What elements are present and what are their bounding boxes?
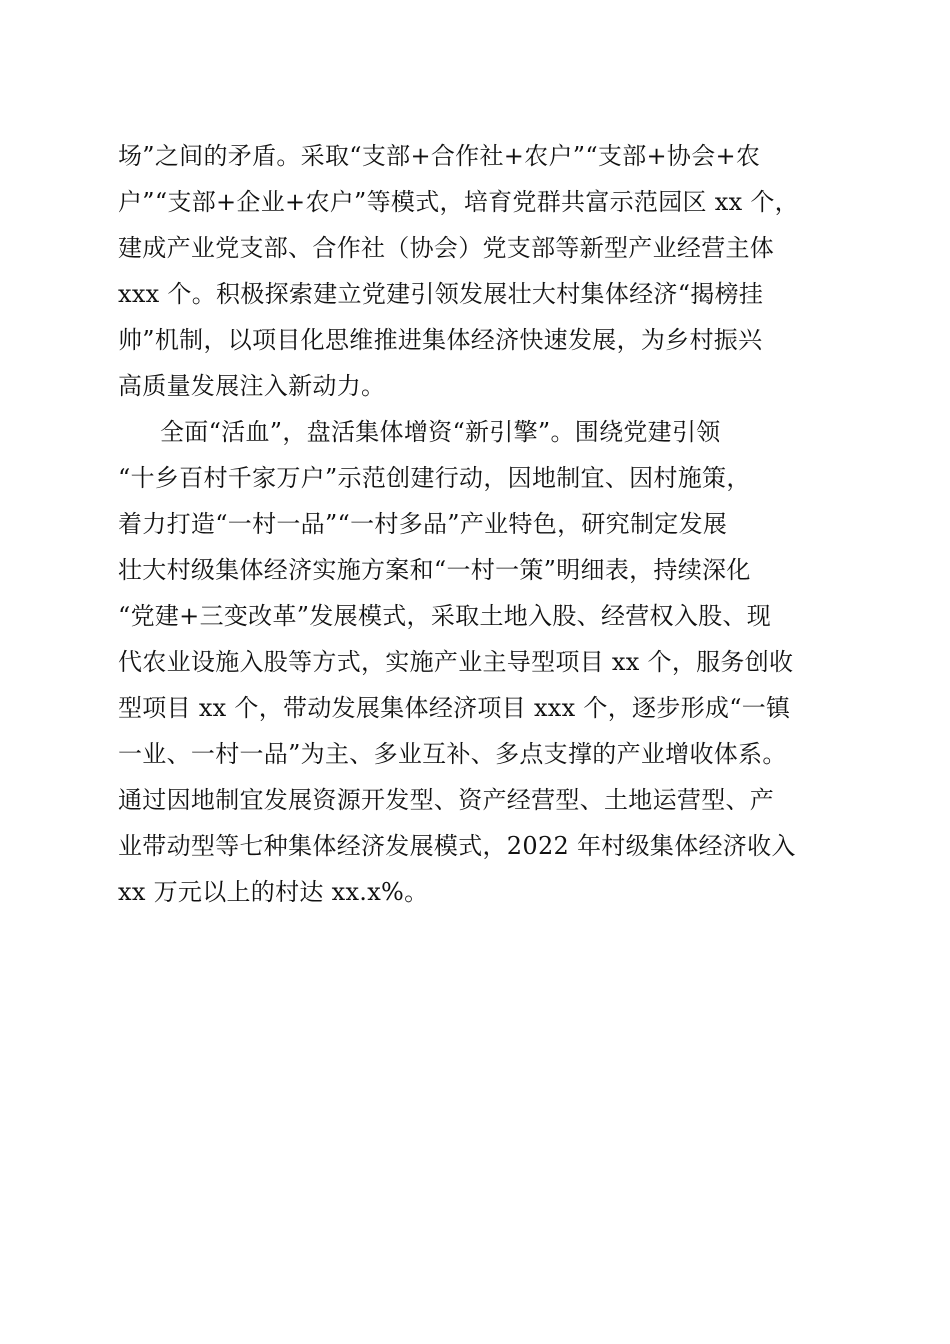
body-text-line: 着力打造“一村一品”“一村多品”产业特色，研究制定发展: [118, 510, 728, 538]
body-text-line: “党建+三变改革”发展模式，采取土地入股、经营权入股、现: [118, 602, 772, 630]
body-text-line: 通过因地制宜发展资源开发型、资产经营型、土地运营型、产: [118, 786, 775, 814]
body-text-line: 壮大村级集体经济实施方案和“一村一策”明细表，持续深化: [118, 556, 751, 584]
body-text-line: 户”“支部+企业+农户”等模式，培育党群共富示范园区 xx 个，: [118, 188, 799, 216]
body-text-line: 场”之间的矛盾。采取“支部+合作社+农户”“支部+协会+农: [118, 142, 761, 170]
body-text-line: 建成产业党支部、合作社（协会）党支部等新型产业经营主体: [118, 234, 775, 262]
body-text-line: 帅”机制，以项目化思维推进集体经济快速发展，为乡村振兴: [118, 326, 763, 354]
body-text-line: 一业、一村一品”为主、多业互补、多点支撑的产业增收体系。: [118, 740, 787, 768]
body-text-line: 型项目 xx 个，带动发展集体经济项目 xxx 个，逐步形成“一镇: [118, 694, 791, 722]
paragraph-start-line: 全面“活血”，盘活集体增资“新引擎”。围绕党建引领: [160, 418, 721, 446]
body-text-line: xxx 个。积极探索建立党建引领发展壮大村集体经济“揭榜挂: [118, 280, 764, 308]
body-text-line: xx 万元以上的村达 xx.x%。: [118, 878, 429, 906]
body-text-line: 代农业设施入股等方式，实施产业主导型项目 xx 个，服务创收: [118, 648, 794, 676]
body-text-line: 业带动型等七种集体经济发展模式，2022 年村级集体经济收入: [118, 832, 796, 860]
body-text-line: “十乡百村千家万户”示范创建行动，因地制宜、因村施策，: [118, 464, 751, 492]
body-text-line: 高质量发展注入新动力。: [118, 372, 386, 400]
